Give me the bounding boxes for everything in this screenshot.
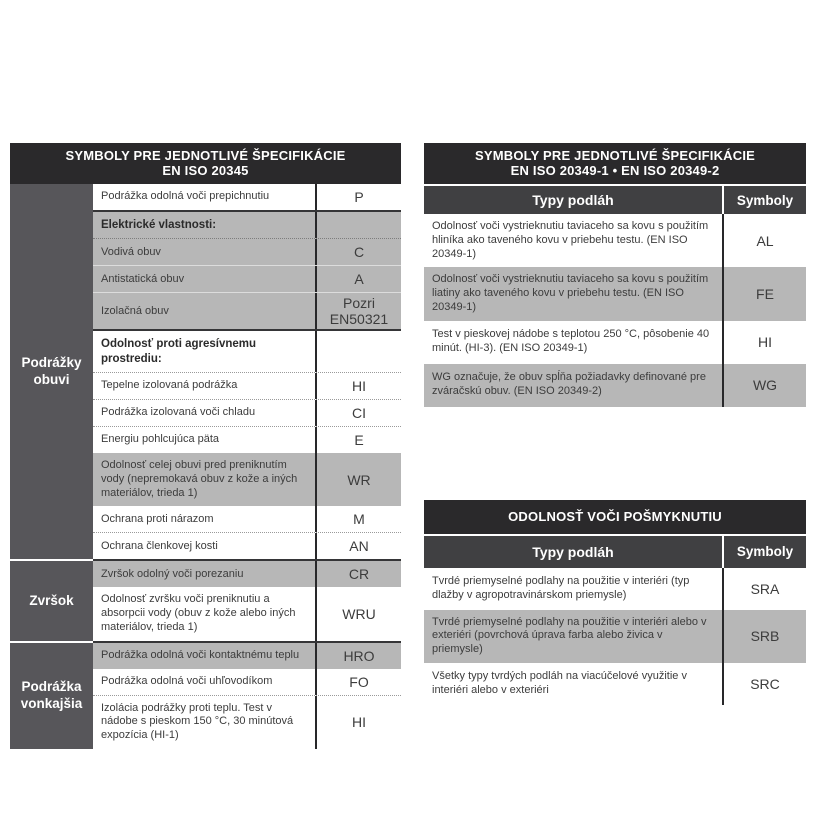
- table-row: [93, 373, 401, 400]
- table-row: [93, 533, 401, 559]
- table-row: [93, 400, 401, 427]
- table-row: [93, 453, 401, 506]
- spec-description: Zvršok odolný voči porezaniu: [101, 567, 244, 580]
- spec-symbol: AL: [722, 214, 806, 267]
- spec-description: WG označuje, že obuv spĺňa požiadavky definované pre zváračskú obuv. (EN ISO 20349-2): [432, 371, 706, 397]
- right-slip-resistance-table: [424, 500, 806, 705]
- table-row: [93, 561, 401, 587]
- table-row: [424, 214, 806, 267]
- right-table2-title: ODOLNOSŤ VOČI POŠMYKNUTIU: [508, 508, 722, 524]
- spec-symbol: [315, 212, 401, 238]
- spec-symbol: CI: [315, 400, 401, 426]
- spec-symbol: SRC: [722, 663, 806, 705]
- spec-description: Tepelne izolovaná podrážka: [101, 379, 238, 392]
- right-table2-subheader: [424, 534, 806, 568]
- table-row: [93, 293, 401, 331]
- spec-description: Test v pieskovej nádobe s teplotou 250 °C, pôsobenie 40 minút. (HI-3). (EN ISO 20349-1): [432, 328, 710, 354]
- right-table1-header: [424, 143, 806, 184]
- section-podrazka-vonkajsia: [10, 641, 401, 749]
- table-row: [93, 427, 401, 453]
- right-column: [424, 143, 806, 705]
- spec-symbol: HI: [315, 696, 401, 749]
- table-row: [424, 267, 806, 320]
- spec-description: Izolácia podrážky proti teplu. Test v nádobe s pieskom 150 °C, 30 minútová expozícia (HI-1): [101, 701, 294, 742]
- table-row: [93, 696, 401, 749]
- spec-symbol: CR: [315, 561, 401, 587]
- left-spec-table: [10, 143, 401, 749]
- spec-description: Odolnosť voči vystrieknutiu taviaceho sa kovu s použitím hliníka ako taveného kovu v priebehu testu. (EN ISO 20349-1): [432, 220, 709, 260]
- spec-description: Podrážka odolná voči kontaktnému teplu: [101, 648, 300, 661]
- spec-symbol: M: [315, 506, 401, 532]
- spec-symbol: HI: [722, 321, 806, 364]
- column-header-symboly: Symboly: [722, 186, 806, 214]
- spec-symbol: AN: [315, 533, 401, 559]
- spec-description: Odolnosť zvršku voči preniknutiu a absorpcii vody (obuv z kože alebo iných materiálov, trieda 1): [101, 593, 296, 633]
- category-cell: Podrážky obuvi: [10, 184, 93, 559]
- table-row: [93, 331, 401, 373]
- tables-gap: [424, 407, 806, 500]
- table-row: [93, 587, 401, 640]
- section-rows: [93, 641, 401, 749]
- spec-description: Všetky typy tvrdých podláh na viacúčelové využitie v interiéri alebo v exteriéri: [432, 670, 687, 696]
- spec-symbol: HRO: [315, 643, 401, 669]
- spec-description: Odolnosť celej obuvi pred preniknutím vody (nepremokavá obuv z kože a iných materiálov, trieda 1): [101, 459, 298, 499]
- category-cell: Zvršok: [10, 559, 93, 640]
- spec-symbol: HI: [315, 373, 401, 399]
- table-row: [93, 239, 401, 266]
- table-row: [424, 364, 806, 407]
- spec-description: Podrážka izolovaná voči chladu: [101, 406, 256, 419]
- spec-symbol: FE: [722, 267, 806, 320]
- spec-symbol: WR: [315, 453, 401, 506]
- table-row: [93, 506, 401, 533]
- table-row: [93, 669, 401, 696]
- table-row: [93, 643, 401, 669]
- spec-symbol: E: [315, 427, 401, 453]
- spec-symbol: SRA: [722, 568, 806, 610]
- spec-description: Ochrana členkovej kosti: [101, 539, 218, 552]
- category-cell: Podrážka vonkajšia: [10, 641, 93, 749]
- column-header-symboly: Symboly: [722, 536, 806, 568]
- spec-symbol: WG: [722, 364, 806, 407]
- spec-description: Tvrdé priemyselné podlahy na použitie v interiéri alebo v exteriéri (povrchová úprava farba alebo živica v priemysle): [432, 615, 707, 655]
- column-header-typy-podlah: Typy podláh: [532, 543, 614, 560]
- section-zvrsok: [10, 559, 401, 640]
- right-spec-table-20349: [424, 143, 806, 407]
- spec-symbol: C: [315, 239, 401, 265]
- spec-symbol: SRB: [722, 610, 806, 663]
- table-row: [424, 568, 806, 610]
- spec-description: Podrážka odolná voči uhľovodíkom: [101, 674, 273, 687]
- spec-description: Odolnosť voči vystrieknutiu taviaceho sa kovu s použitím liatiny ako taveného kovu v priebehu testu. (EN ISO 20349-1): [432, 273, 709, 313]
- spec-symbol: Pozri EN50321: [315, 293, 401, 329]
- table-row: [93, 212, 401, 239]
- spec-description: Odolnosť proti agresívnemu prostrediu:: [101, 338, 257, 365]
- spec-description: Tvrdé priemyselné podlahy na použitie v interiéri (typ dlažby v agropotravinárskom priemysle): [432, 574, 690, 601]
- left-table-header: [10, 143, 401, 184]
- right-table1-title-line1: SYMBOLY PRE JEDNOTLIVÉ ŠPECIFIKÁCIE: [474, 148, 756, 163]
- column-header-typy-podlah: Typy podláh: [532, 192, 614, 208]
- spec-symbol: A: [315, 266, 401, 292]
- table-row: [424, 663, 806, 705]
- spec-symbol: [315, 331, 401, 372]
- spec-description: Ochrana proti nárazom: [101, 512, 214, 525]
- section-rows: [93, 559, 401, 640]
- left-table-title-line2: EN ISO 20345: [162, 163, 249, 178]
- spec-symbol: P: [315, 184, 401, 210]
- table-row: [93, 266, 401, 293]
- right-table2-header: [424, 500, 806, 534]
- spec-description: Vodivá obuv: [101, 245, 161, 258]
- spec-description: Energiu pohlcujúca päta: [101, 433, 220, 446]
- spec-description: Izolačná obuv: [101, 304, 169, 317]
- spec-description: Antistatická obuv: [101, 272, 185, 285]
- right-table1-subheader: [424, 184, 806, 214]
- table-row: [424, 321, 806, 364]
- spec-description: Elektrické vlastnosti:: [101, 219, 217, 231]
- right-table1-title-line2: EN ISO 20349-1 • EN ISO 20349-2: [510, 163, 720, 178]
- spec-description: Podrážka odolná voči prepichnutiu: [101, 190, 270, 203]
- section-rows: [93, 184, 401, 559]
- spec-symbol: FO: [315, 669, 401, 695]
- table-row: [424, 610, 806, 663]
- left-table-title-line1: SYMBOLY PRE JEDNOTLIVÉ ŠPECIFIKÁCIE: [65, 148, 346, 163]
- spec-symbol: WRU: [315, 587, 401, 640]
- section-podrazky-obuvi: [10, 184, 401, 559]
- table-row: [93, 184, 401, 212]
